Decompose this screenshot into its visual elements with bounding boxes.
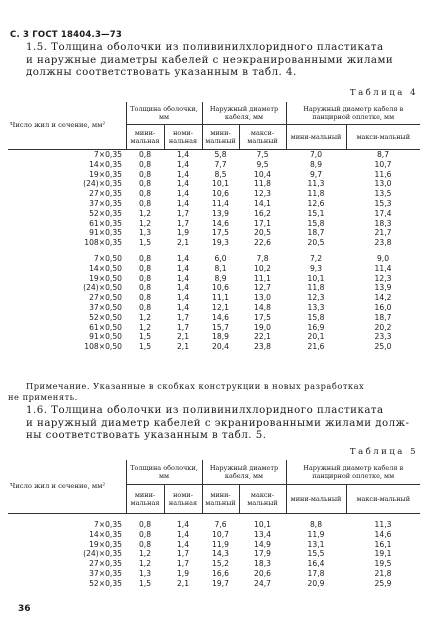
cell-value: 17,9 [254, 549, 271, 559]
cell-value: 15,3 [374, 198, 392, 208]
cell-value: 1,7 [176, 549, 190, 559]
cell-cores: 27×0,35 [89, 559, 122, 569]
column-group-diameter: Наружный диаметр кабеля, мм [202, 460, 286, 485]
cell-value: 1,2 [138, 559, 152, 569]
cell-value: 8,1 [214, 263, 227, 273]
table-row [8, 530, 420, 540]
cell-value: 2,1 [176, 578, 190, 588]
cell-value: 8,5 [214, 169, 227, 179]
cell-value: 16,9 [307, 322, 325, 332]
column-group-diameter: Наружный диаметр кабеля, мм [202, 102, 286, 125]
note-line: не применять. [8, 392, 78, 402]
cell-value: 7,0 [309, 150, 323, 159]
subheader-max: макси-мальный [346, 125, 420, 150]
cell-value: 13,9 [374, 283, 392, 293]
cell-value: 11,9 [212, 539, 229, 549]
cell-value: 14,9 [254, 539, 271, 549]
cell-value: 21,8 [374, 568, 392, 578]
table-row [8, 189, 420, 199]
table-row [8, 332, 420, 342]
paragraph-line: и наружные диаметры кабелей с неэкранированными жилами [26, 54, 394, 66]
cell-value: 1,5 [138, 332, 152, 342]
table-row [8, 569, 420, 579]
cell-value: 11,1 [212, 293, 229, 303]
table-note [8, 381, 418, 403]
cell-value: 17,1 [254, 218, 271, 228]
table-row [8, 238, 420, 248]
subheader-nom: номи-нальная [164, 125, 202, 150]
cell-cores: 14×0,35 [89, 159, 122, 169]
cell-value: 8,7 [376, 150, 390, 159]
cell-value: 0,8 [138, 283, 152, 293]
subheader-min: мини-мальный [202, 485, 239, 514]
page-number: 36 [18, 604, 31, 614]
cell-cores: 61×0,35 [89, 218, 122, 228]
cell-value: 12,3 [374, 273, 392, 283]
cell-cores: 91×0,35 [89, 228, 122, 238]
cell-value: 16,0 [374, 302, 392, 312]
cell-value: 19,3 [212, 238, 229, 248]
cell-value: 11,9 [307, 529, 325, 539]
paragraph-1-5 [26, 42, 416, 80]
cell-value: 0,8 [138, 273, 152, 283]
column-group-armored-diameter: Наружный диаметр кабеля в панцирной оплетке, мм [286, 102, 420, 125]
cell-value: 1,4 [176, 150, 190, 159]
subheader-max: макси-мальный [346, 485, 420, 514]
cell-cores: 19×0,50 [89, 273, 122, 283]
cell-value: 1,4 [176, 263, 190, 273]
cell-value: 8,8 [309, 520, 323, 529]
table-row [8, 228, 420, 238]
cell-value: 16,1 [374, 539, 392, 549]
table-row [8, 160, 420, 170]
cell-value: 2,1 [176, 342, 190, 352]
cell-value: 0,8 [138, 293, 152, 303]
cell-value: 12,3 [254, 189, 271, 199]
cell-value: 0,8 [138, 539, 152, 549]
cell-value: 1,5 [138, 578, 152, 588]
cell-value: 23,8 [374, 238, 392, 248]
cell-value: 11,6 [374, 169, 392, 179]
cell-value: 1,4 [176, 539, 190, 549]
cell-value: 11,8 [254, 179, 271, 189]
cell-cores: 19×0,35 [89, 539, 122, 549]
cell-cores: 7×0,50 [93, 253, 122, 263]
cell-value: 1,4 [176, 283, 190, 293]
cell-value: 22,1 [254, 332, 271, 342]
table-row [8, 283, 420, 293]
subheader-min: мини-мальная [126, 125, 164, 150]
cell-cores: 91×0,50 [89, 332, 122, 342]
cell-value: 1,2 [138, 322, 152, 332]
cell-value: 25,0 [374, 342, 392, 352]
paragraph-line: и наружный диаметр кабелей с экранированными жилами долж- [26, 417, 410, 429]
column-header-cores: Число жил и сечение, мм² [8, 460, 126, 514]
cell-value: 13,4 [254, 529, 271, 539]
cell-value: 14,2 [374, 293, 392, 303]
cell-value: 1,7 [176, 559, 190, 569]
cell-value: 0,8 [138, 179, 152, 189]
cell-value: 1,4 [176, 169, 190, 179]
cell-value: 18,9 [212, 332, 229, 342]
table-4 [8, 102, 420, 352]
cell-value: 13,3 [307, 302, 325, 312]
cell-cores: 52×0,35 [89, 208, 122, 218]
paragraph-line: 1.5. Толщина оболочки из поливинилхлоридного пластиката [26, 42, 384, 53]
cell-value: 19,7 [212, 578, 229, 588]
cell-cores: 14×0,50 [89, 263, 122, 273]
page-header: С. 3 ГОСТ 18404.3—73 [10, 30, 122, 40]
table-row [8, 579, 420, 589]
cell-value: 16,6 [212, 568, 229, 578]
cell-value: 11,4 [374, 263, 392, 273]
cell-value: 1,4 [176, 273, 190, 283]
cell-value: 6,0 [214, 253, 227, 263]
cell-value: 1,5 [138, 342, 152, 352]
cell-value: 10,1 [307, 273, 325, 283]
cell-value: 7,8 [256, 253, 269, 263]
cell-cores: 19×0,35 [89, 169, 122, 179]
cell-value: 12,7 [254, 283, 271, 293]
table-row [8, 520, 420, 530]
table-row [8, 179, 420, 189]
table-row [8, 209, 420, 219]
cell-value: 18,3 [254, 559, 271, 569]
table-row [8, 549, 420, 559]
cell-cores: 7×0,35 [93, 520, 122, 529]
cell-value: 12,3 [307, 293, 325, 303]
cell-value: 16,2 [254, 208, 271, 218]
cell-value: 1,2 [138, 312, 152, 322]
cell-value: 14,3 [212, 549, 229, 559]
cell-value: 22,6 [254, 238, 271, 248]
table-4-caption: Таблица 4 [349, 88, 418, 98]
cell-value: 14,6 [374, 529, 392, 539]
cell-value: 23,8 [254, 342, 271, 352]
cell-value: 25,9 [374, 578, 392, 588]
subheader-min: мини-мальная [126, 485, 164, 514]
table-row [8, 293, 420, 303]
cell-value: 13,0 [254, 293, 271, 303]
cell-value: 15,7 [212, 322, 229, 332]
table-row [8, 313, 420, 323]
cell-value: 20,1 [307, 332, 325, 342]
cell-value: 19,5 [374, 559, 392, 569]
cell-value: 7,5 [256, 150, 269, 159]
cell-cores: 52×0,35 [89, 578, 122, 588]
cell-value: 20,6 [254, 568, 271, 578]
paragraph-line: 1.6. Толщина оболочки из поливинилхлоридного пластиката [26, 405, 384, 416]
table-row [8, 170, 420, 180]
column-group-sheath: Толщина оболочки, мм [126, 460, 202, 485]
table-row [8, 199, 420, 209]
cell-value: 11,8 [307, 189, 325, 199]
subheader-min: мини-мальный [286, 125, 346, 150]
cell-value: 18,7 [374, 312, 392, 322]
cell-value: 1,3 [138, 568, 152, 578]
cell-value: 11,3 [307, 179, 325, 189]
cell-value: 20,5 [254, 228, 271, 238]
cell-value: 11,8 [307, 283, 325, 293]
cell-value: 0,8 [138, 302, 152, 312]
cell-cores: 37×0,50 [89, 302, 122, 312]
table-row [8, 150, 420, 160]
cell-value: 10,6 [212, 283, 229, 293]
cell-value: 7,7 [214, 159, 227, 169]
table-row [8, 323, 420, 333]
cell-cores: (24)×0,35 [83, 549, 122, 559]
table-row [8, 264, 420, 274]
subheader-max: макси-мальный [239, 485, 286, 514]
cell-value: 12,6 [307, 198, 325, 208]
cell-value: 0,8 [138, 529, 152, 539]
column-header-cores: Число жил и сечение, мм² [8, 102, 126, 150]
cell-value: 13,1 [307, 539, 325, 549]
cell-cores: 37×0,35 [89, 198, 122, 208]
cell-value: 9,3 [309, 263, 323, 273]
cell-value: 20,9 [307, 578, 325, 588]
cell-value: 1,4 [176, 520, 190, 529]
cell-value: 1,4 [176, 293, 190, 303]
cell-value: 15,5 [307, 549, 325, 559]
cell-cores: (24)×0,35 [83, 179, 122, 189]
cell-value: 11,4 [212, 198, 229, 208]
cell-value: 17,5 [254, 312, 271, 322]
cell-value: 2,1 [176, 332, 190, 342]
cell-cores: 37×0,35 [89, 568, 122, 578]
cell-value: 1,7 [176, 218, 190, 228]
subheader-nom: номи-нальная [164, 485, 202, 514]
cell-cores: 14×0,35 [89, 529, 122, 539]
cell-value: 14,6 [212, 218, 229, 228]
cell-value: 5,8 [214, 150, 227, 159]
paragraph-1-6 [26, 405, 416, 443]
cell-cores: 108×0,35 [84, 238, 122, 248]
cell-value: 10,4 [254, 169, 271, 179]
cell-value: 23,3 [374, 332, 392, 342]
cell-value: 1,7 [176, 208, 190, 218]
cell-value: 0,8 [138, 520, 152, 529]
cell-value: 1,5 [138, 238, 152, 248]
cell-value: 1,2 [138, 208, 152, 218]
cell-value: 10,7 [374, 159, 392, 169]
cell-value: 7,6 [214, 520, 227, 529]
cell-value: 1,4 [176, 529, 190, 539]
table-row [8, 274, 420, 284]
subheader-min: мини-мальный [202, 125, 239, 150]
cell-value: 13,5 [374, 189, 392, 199]
table-5-caption: Таблица 5 [349, 447, 418, 457]
cell-value: 15,2 [212, 559, 229, 569]
table-row [8, 219, 420, 229]
cell-value: 1,7 [176, 322, 190, 332]
cell-value: 8,9 [214, 273, 227, 283]
cell-value: 20,2 [374, 322, 392, 332]
cell-value: 1,4 [176, 159, 190, 169]
cell-value: 21,6 [307, 342, 325, 352]
cell-value: 12,1 [212, 302, 229, 312]
cell-value: 1,3 [138, 228, 152, 238]
cell-value: 17,4 [374, 208, 392, 218]
cell-value: 20,4 [212, 342, 229, 352]
cell-value: 0,8 [138, 159, 152, 169]
cell-cores: (24)×0,50 [83, 283, 122, 293]
table-row [8, 540, 420, 550]
cell-value: 20,5 [307, 238, 325, 248]
subheader-max: макси-мальный [239, 125, 286, 150]
cell-cores: 7×0,35 [93, 150, 122, 159]
column-group-armored-diameter: Наружный диаметр кабеля в панцирной оплетке, мм [286, 460, 420, 485]
cell-value: 8,9 [309, 159, 323, 169]
cell-value: 19,1 [374, 549, 392, 559]
cell-value: 24,7 [254, 578, 271, 588]
cell-value: 0,8 [138, 253, 152, 263]
cell-value: 15,1 [307, 208, 325, 218]
cell-cores: 61×0,50 [89, 322, 122, 332]
cell-value: 9,0 [376, 253, 390, 263]
cell-value: 13,0 [374, 179, 392, 189]
cell-cores: 108×0,50 [84, 342, 122, 352]
cell-value: 0,8 [138, 263, 152, 273]
cell-cores: 27×0,35 [89, 189, 122, 199]
cell-value: 11,1 [254, 273, 271, 283]
cell-value: 10,7 [212, 529, 229, 539]
table-row [8, 342, 420, 352]
cell-value: 1,9 [176, 228, 190, 238]
cell-value: 14,1 [254, 198, 271, 208]
note-line: Примечание. Указанные в скобках конструкции в новых разработках [26, 381, 365, 391]
cell-value: 10,2 [254, 263, 271, 273]
table-row [8, 254, 420, 264]
cell-value: 1,4 [176, 253, 190, 263]
cell-value: 15,8 [307, 218, 325, 228]
cell-value: 14,6 [212, 312, 229, 322]
cell-value: 9,5 [256, 159, 269, 169]
cell-value: 11,3 [374, 520, 392, 529]
table-5 [8, 460, 420, 589]
cell-value: 18,3 [374, 218, 392, 228]
cell-value: 0,8 [138, 189, 152, 199]
cell-value: 17,8 [307, 568, 325, 578]
cell-value: 10,1 [254, 520, 271, 529]
cell-value: 18,7 [307, 228, 325, 238]
cell-value: 1,7 [176, 312, 190, 322]
cell-value: 1,2 [138, 549, 152, 559]
paragraph-line: ны соответствовать указанным в табл. 5. [26, 430, 267, 441]
table-row [8, 303, 420, 313]
column-group-sheath: Толщина оболочки, мм [126, 102, 202, 125]
cell-value: 10,1 [212, 179, 229, 189]
cell-value: 19,0 [254, 322, 271, 332]
cell-value: 1,4 [176, 189, 190, 199]
cell-cores: 52×0,50 [89, 312, 122, 322]
cell-value: 21,7 [374, 228, 392, 238]
subheader-min: мини-мальный [286, 485, 346, 514]
cell-value: 10,6 [212, 189, 229, 199]
cell-value: 1,4 [176, 198, 190, 208]
cell-value: 1,4 [176, 179, 190, 189]
cell-value: 0,8 [138, 150, 152, 159]
cell-value: 13,9 [212, 208, 229, 218]
cell-value: 1,9 [176, 568, 190, 578]
cell-value: 0,8 [138, 198, 152, 208]
cell-value: 0,8 [138, 169, 152, 179]
table-row [8, 559, 420, 569]
cell-value: 1,2 [138, 218, 152, 228]
paragraph-line: должны соответствовать указанным в табл. 4. [26, 67, 297, 78]
cell-value: 9,7 [309, 169, 323, 179]
cell-value: 17,5 [212, 228, 229, 238]
cell-value: 14,8 [254, 302, 271, 312]
cell-value: 16,4 [307, 559, 325, 569]
cell-cores: 27×0,50 [89, 293, 122, 303]
cell-value: 2,1 [176, 238, 190, 248]
cell-value: 7,2 [309, 253, 323, 263]
cell-value: 15,8 [307, 312, 325, 322]
cell-value: 1,4 [176, 302, 190, 312]
